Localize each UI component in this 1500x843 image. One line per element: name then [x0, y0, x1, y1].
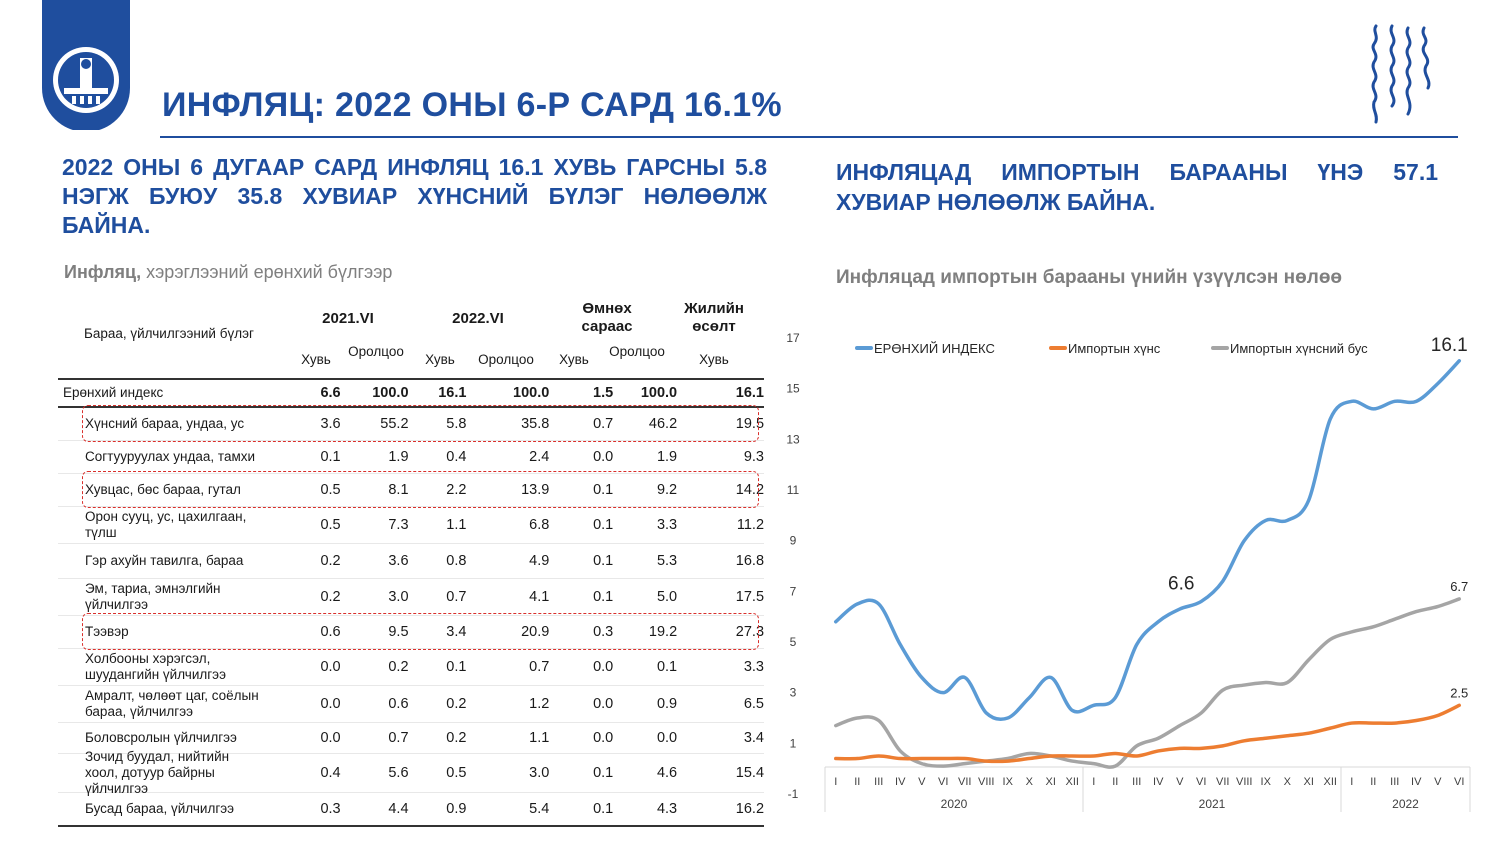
row-label: Гэр ахуйн тавилга, бараа: [85, 553, 244, 568]
cell: 0.1: [446, 659, 467, 675]
cell: 0.1: [593, 553, 614, 569]
x-tick-label: III: [1132, 776, 1142, 788]
table-row-total: [58, 380, 764, 408]
y-tick-label: 13: [786, 432, 800, 447]
cell: 16.2: [735, 801, 765, 817]
category-header: Бараа, үйлчилгээний бүлэг: [84, 326, 254, 341]
x-tick-label: X: [1025, 776, 1033, 788]
cell: 5.8: [446, 416, 467, 432]
cell: 0.3: [593, 624, 614, 640]
x-tick-label: III: [1390, 776, 1400, 788]
cell: 6.8: [529, 517, 550, 533]
x-tick-label: V: [918, 776, 926, 788]
subheader: Хувь: [301, 352, 331, 367]
year-label: 2020: [940, 797, 968, 811]
x-tick-label: I: [834, 776, 838, 788]
year-label: 2021: [1198, 797, 1226, 811]
y-tick-label: 5: [789, 635, 797, 649]
x-tick-label: IX: [1260, 776, 1271, 788]
x-tick-label: IX: [1002, 776, 1013, 788]
chart-svg: [775, 318, 1490, 818]
cell: 19.2: [648, 624, 678, 640]
cell: 0.1: [656, 659, 678, 675]
cell: 35.8: [521, 416, 550, 432]
y-tick-label: 3: [789, 685, 797, 700]
cell: 0.0: [320, 659, 341, 675]
legend-label: Импортын хүнс: [1068, 341, 1161, 356]
cell: 0.3: [320, 801, 341, 817]
cell: 0.8: [446, 553, 467, 569]
x-tick-label: IV: [895, 776, 906, 788]
cell: 1.9: [656, 449, 678, 465]
table-caption: [64, 262, 392, 283]
table-row: [58, 579, 764, 616]
cell: 4.6: [656, 765, 678, 781]
x-tick-label: V: [1176, 776, 1184, 788]
data-label: 6.6: [1168, 573, 1195, 595]
cell: 3.6: [388, 553, 409, 569]
table-caption-rest: хэрэглээний ерөнхий бүлгээр: [141, 262, 393, 282]
cell: 0.2: [388, 659, 409, 675]
row-label: Холбооны хэрэгсэл, шуудангийн үйлчилгээ: [85, 651, 226, 682]
table-header: [58, 296, 764, 380]
cell: 1.1: [529, 730, 550, 746]
cell: 100.0: [640, 385, 678, 401]
data-label: 2.5: [1450, 685, 1469, 701]
data-label: 16.1: [1430, 334, 1468, 356]
cell: 6.5: [743, 696, 765, 712]
cell: 0.6: [388, 696, 409, 712]
cell: 2.4: [529, 449, 550, 465]
cell: 0.7: [388, 730, 409, 746]
table-row: [58, 649, 764, 686]
header-monthly: Өмнөх сараас: [581, 300, 633, 335]
series-line: [836, 361, 1460, 720]
row-label: Эм, тариа, эмнэлгийн үйлчилгээ: [85, 581, 221, 612]
row-label: Согтууруулах ундаа, тамхи: [85, 449, 256, 464]
y-tick-label: 17: [786, 331, 800, 345]
cell: 0.1: [320, 449, 341, 465]
subheader: Оролцоо: [478, 352, 534, 367]
subheader: Хувь: [425, 352, 455, 367]
subheader: Хувь: [559, 352, 589, 367]
cell: 0.1: [593, 765, 614, 781]
table-row: [58, 686, 764, 723]
row-label: Боловсролын үйлчилгээ: [85, 730, 237, 745]
header-divider: [160, 136, 1458, 138]
y-tick-label: 11: [786, 483, 800, 497]
cell: 2.2: [446, 482, 467, 498]
x-tick-label: II: [1370, 776, 1377, 788]
cell: 0.0: [656, 730, 678, 746]
x-tick-label: VII: [958, 776, 972, 788]
x-tick-label: VI: [1454, 776, 1465, 788]
cell: 3.3: [743, 659, 765, 675]
y-tick-label: 9: [789, 533, 797, 548]
x-tick-label: VIII: [1235, 776, 1253, 788]
cell: 3.0: [529, 765, 550, 781]
right-subtitle: ИНФЛЯЦАД ИМПОРТЫН БАРААНЫ ҮНЭ 57.1 ХУВИАР НӨЛӨӨЛЖ БАЙНА.: [836, 159, 1438, 215]
cell: 0.0: [320, 696, 341, 712]
cell: 11.2: [736, 517, 765, 533]
x-tick-label: VII: [1216, 776, 1230, 788]
cell: 5.0: [656, 589, 678, 605]
cell: 0.0: [593, 696, 614, 712]
x-tick-label: I: [1092, 776, 1096, 788]
y-tick-label: 1: [789, 736, 797, 751]
cell: 0.2: [446, 730, 467, 746]
y-tick-label: -1: [787, 787, 799, 801]
x-tick-label: I: [1350, 776, 1354, 788]
cell: 0.7: [446, 589, 467, 605]
x-tick-label: VI: [938, 776, 949, 788]
row-label: Тээвэр: [85, 624, 129, 639]
row-label: Хүнсний бараа, ундаа, ус: [85, 416, 245, 431]
cell: 0.5: [320, 482, 341, 498]
cell: 0.7: [593, 416, 614, 432]
cell: 4.9: [529, 553, 550, 569]
cell: 0.2: [446, 696, 467, 712]
x-tick-label: X: [1283, 776, 1291, 788]
cell: 0.2: [320, 589, 341, 605]
cell: 0.0: [320, 730, 341, 746]
cell: 16.8: [735, 553, 765, 569]
cell: 0.1: [593, 482, 614, 498]
x-tick-label: XII: [1065, 776, 1079, 788]
cell: 14.2: [735, 482, 765, 498]
table-caption-bold: Инфляц,: [64, 262, 142, 282]
x-tick-label: II: [1112, 776, 1119, 788]
row-label: Бусад бараа, үйлчилгээ: [85, 801, 235, 816]
cell: 100.0: [372, 385, 409, 401]
row-label: Зочид буудал, нийтийн хоол, дотуур байрны үйлчилгээ: [85, 749, 230, 796]
cell: 0.2: [320, 553, 341, 569]
table-row: [58, 441, 764, 474]
y-tick-label: 15: [786, 381, 800, 396]
cell: 20.9: [521, 624, 550, 640]
cell: 3.6: [320, 416, 341, 432]
row-label: Орон сууц, ус, цахилгаан, түлш: [85, 509, 247, 540]
cell: 19.5: [735, 416, 765, 432]
cell: 55.2: [380, 416, 409, 432]
cell: 17.5: [735, 589, 765, 605]
x-tick-label: III: [874, 776, 884, 788]
cell: 0.9: [656, 696, 678, 712]
cell: 27.3: [735, 624, 765, 640]
table-row: [58, 793, 764, 827]
table-row: [58, 544, 764, 579]
cell: 0.7: [529, 659, 550, 675]
cell: 1.2: [529, 696, 550, 712]
cell: 0.4: [320, 765, 341, 781]
cell: 1.1: [446, 517, 467, 533]
cell: 0.5: [446, 765, 467, 781]
x-tick-label: IV: [1153, 776, 1164, 788]
page-title: ИНФЛЯЦ: 2022 ОНЫ 6-Р САРД 16.1%: [162, 86, 782, 124]
cell: 16.1: [735, 385, 764, 401]
x-tick-label: VI: [1196, 776, 1207, 788]
cell: 0.9: [446, 801, 467, 817]
cell: 0.0: [593, 730, 614, 746]
header-annual: Жилийн өсөлт: [684, 300, 744, 335]
cell: 0.1: [593, 517, 614, 533]
header-2022-vi: 2022.VI: [452, 310, 504, 327]
x-tick-label: VIII: [977, 776, 995, 788]
cell: 0.4: [446, 449, 467, 465]
highlight-box: [82, 405, 759, 442]
chart-caption: Инфляцад импортын барааны үнийн үзүүлсэн нөлөө: [836, 267, 1343, 288]
cell: 0.0: [593, 659, 614, 675]
cell: 13.9: [521, 482, 550, 498]
x-tick-label: II: [854, 776, 861, 788]
table-row: [58, 749, 765, 796]
cell: 0.6: [320, 624, 341, 640]
cell: 0.1: [593, 589, 614, 605]
data-label: 6.7: [1450, 578, 1469, 594]
x-tick-label: XI: [1045, 776, 1056, 788]
cell: 8.1: [388, 482, 409, 498]
emblem-logo: [42, 0, 130, 130]
cell: 9.2: [656, 482, 678, 498]
cell: 5.6: [388, 765, 409, 781]
row-label: Хувцас, бөс бараа, гутал: [85, 482, 241, 497]
highlight-box: [82, 613, 759, 650]
subheader: Хувь: [699, 352, 729, 367]
cell: 5.3: [656, 553, 678, 569]
cell: 46.2: [648, 416, 678, 432]
mongol-script-logo: [1362, 18, 1442, 128]
y-tick-label: 7: [789, 584, 797, 599]
year-label: 2022: [1392, 797, 1419, 811]
cell: 6.6: [320, 385, 341, 401]
x-tick-label: V: [1434, 776, 1442, 788]
subheader: Оролцоо: [609, 344, 665, 359]
left-subtitle: 2022 ОНЫ 6 ДУГААР САРД ИНФЛЯЦ 16.1 ХУВЬ ГАРСНЫ 5.8 НЭГЖ БУЮУ 35.8 ХУВИАР ХҮНСНИЙ БҮЛЭГ НӨЛӨӨЛЖ БАЙНА.: [62, 154, 767, 238]
import-impact-chart: [775, 318, 1490, 823]
legend-label: ЕРӨНХИЙ ИНДЕКС: [874, 341, 995, 356]
cell: 3.4: [743, 730, 765, 746]
cell: 9.5: [388, 624, 409, 640]
cell: 4.3: [656, 801, 678, 817]
cell: 5.4: [529, 801, 550, 817]
row-label: Ерөнхий индекс: [63, 385, 164, 400]
cell: 3.4: [446, 624, 467, 640]
cell: 9.3: [743, 449, 765, 465]
cell: 0.1: [593, 801, 614, 817]
cell: 100.0: [513, 385, 550, 401]
cell: 3.0: [388, 589, 409, 605]
legend-label: Импортын хүнсний бус: [1230, 341, 1368, 356]
subheader: Оролцоо: [348, 344, 404, 359]
cell: 4.1: [529, 589, 550, 605]
cell: 15.4: [735, 765, 765, 781]
highlight-box: [82, 471, 759, 508]
cell: 7.3: [388, 517, 409, 533]
x-tick-label: XII: [1323, 776, 1337, 788]
cell: 16.1: [438, 385, 467, 401]
x-tick-label: IV: [1411, 776, 1422, 788]
row-label: Амралт, чөлөөт цаг, соёлын бараа, үйлчилгээ: [85, 688, 259, 719]
x-tick-label: XI: [1303, 776, 1314, 788]
cell: 0.0: [593, 449, 614, 465]
table-row: [58, 507, 764, 544]
cell: 0.5: [320, 517, 341, 533]
cell: 1.5: [593, 385, 614, 401]
series-line: [836, 705, 1460, 761]
cell: 1.9: [388, 449, 409, 465]
cell: 4.4: [388, 801, 409, 817]
inflation-table: [58, 296, 764, 827]
cell: 3.3: [656, 517, 678, 533]
header-2021-vi: 2021.VI: [322, 310, 374, 327]
